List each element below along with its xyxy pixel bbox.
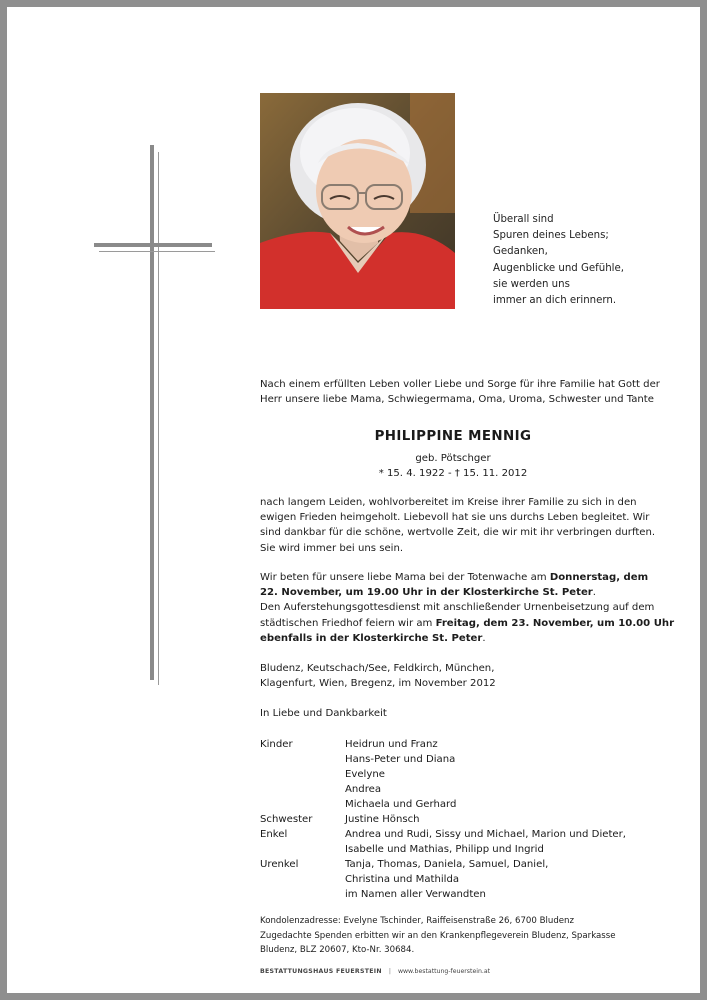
cross-horizontal-line	[99, 251, 215, 252]
family-label	[260, 872, 345, 887]
family-value: Evelyne	[345, 769, 385, 780]
service-text: städtischen Friedhof feiern wir am	[260, 617, 436, 629]
service-date-bold: ebenfalls in der Klosterkirche St. Peter	[260, 632, 483, 644]
passing-line: nach langem Leiden, wohlvorbereitet im Kreise ihrer Familie zu sich in den	[260, 497, 637, 508]
family-list	[260, 737, 660, 902]
service-line: Den Auferstehungsgottesdienst mit anschließender Urnenbeisetzung auf dem	[260, 602, 655, 614]
service-date-bold: 22. November, um 19.00 Uhr in der Klosterkirche St. Peter	[260, 587, 593, 599]
family-label: Schwester	[260, 814, 313, 825]
closing-text: In Liebe und Dankbarkeit	[260, 708, 387, 719]
cross-vertical-bar	[150, 145, 154, 680]
family-row	[260, 767, 660, 782]
family-value: Michaela und Gerhard	[345, 799, 457, 810]
family-row	[260, 872, 660, 887]
intro-line: Herr unsere liebe Mama, Schwiegermama, Oma, Uroma, Schwester und Tante	[260, 394, 654, 406]
service-line	[260, 616, 675, 631]
cross-horizontal-bar	[94, 243, 212, 247]
service-paragraph	[260, 570, 675, 646]
poem-line: immer an dich erinnern.	[493, 295, 617, 307]
service-text: .	[482, 632, 486, 644]
places-line: Bludenz, Keutschach/See, Feldkirch, München,	[260, 663, 495, 674]
family-label: Urenkel	[260, 859, 299, 870]
passing-line: Sie wird immer bei uns sein.	[260, 542, 404, 554]
service-date-bold: Freitag, dem 23. November, um 10.00 Uhr	[435, 617, 675, 629]
family-value: Hans-Peter und Diana	[345, 754, 456, 765]
family-value: Andrea und Rudi, Sissy und Michael, Marion und Dieter,	[345, 829, 626, 840]
places-line: Klagenfurt, Wien, Bregenz, im November 2012	[260, 678, 496, 690]
funeral-home-url[interactable]: www.bestattung-feuerstein.at	[397, 968, 491, 975]
service-line	[260, 570, 660, 585]
service-line	[260, 585, 660, 600]
family-label	[260, 752, 345, 767]
life-dates: * 15. 4. 1922 - † 15. 11. 2012	[378, 468, 528, 479]
poem-line: Augenblicke und Gefühle,	[493, 262, 625, 274]
portrait-photo	[260, 93, 455, 309]
family-value: Tanja, Thomas, Daniela, Samuel, Daniel,	[345, 859, 549, 870]
family-value: Isabelle und Mathias, Philipp und Ingrid	[345, 844, 544, 855]
poem-line: Überall sind	[493, 214, 554, 225]
condolence-line: Kondolenzadresse: Evelyne Tschinder, Raiffeisenstraße 26, 6700 Bludenz	[260, 916, 575, 926]
family-row	[260, 887, 660, 902]
family-value: Christina und Mathilda	[345, 874, 460, 885]
intro-line: Nach einem erfüllten Leben voller Liebe und Sorge für ihre Familie hat Gott der	[260, 379, 660, 390]
condolence-block	[260, 914, 660, 958]
intro-paragraph	[260, 377, 660, 407]
places-paragraph	[260, 661, 660, 691]
family-row	[260, 857, 660, 872]
family-label: Kinder	[260, 739, 293, 750]
family-row	[260, 797, 660, 812]
service-text: Wir beten für unsere liebe Mama bei der Totenwache am	[260, 572, 550, 583]
family-row	[260, 737, 660, 752]
passing-line: sind dankbar für die schöne, wertvolle Zeit, die wir mit ihr verbringen durften.	[260, 527, 656, 539]
family-label	[260, 887, 345, 902]
funeral-home-name: BESTATTUNGSHAUS FEUERSTEIN	[260, 968, 382, 975]
condolence-line: Zugedachte Spenden erbitten wir an den Krankenpflegeverein Bludenz, Sparkasse	[260, 930, 616, 941]
footer-separator: |	[388, 968, 391, 975]
deceased-name: PHILIPPINE MENNIG	[374, 429, 532, 444]
memorial-poem	[493, 212, 683, 309]
passing-paragraph	[260, 495, 660, 556]
maiden-name: geb. Pötschger	[415, 453, 491, 464]
closing-line	[260, 706, 660, 721]
family-value: im Namen aller Verwandten	[345, 889, 486, 900]
poem-line: Spuren deines Lebens;	[493, 230, 609, 242]
family-label	[260, 842, 345, 857]
family-label: Enkel	[260, 829, 288, 840]
family-row	[260, 827, 660, 842]
family-row	[260, 782, 660, 797]
condolence-line: Bludenz, BLZ 20607, Kto-Nr. 30684.	[260, 945, 415, 955]
cross-vertical-line	[158, 152, 159, 685]
family-label	[260, 767, 345, 782]
service-line	[260, 631, 660, 646]
poem-line: sie werden uns	[493, 278, 570, 290]
family-value: Justine Hönsch	[345, 814, 420, 825]
family-value: Andrea	[345, 784, 382, 795]
service-date-bold: Donnerstag, dem	[549, 572, 649, 583]
service-text: .	[592, 587, 596, 599]
footer	[260, 968, 490, 975]
family-value: Heidrun und Franz	[345, 739, 438, 750]
family-label	[260, 797, 345, 812]
family-row	[260, 752, 660, 767]
family-label	[260, 782, 345, 797]
family-row	[260, 812, 660, 827]
family-row	[260, 842, 660, 857]
poem-line: Gedanken,	[493, 246, 548, 258]
passing-line: ewigen Frieden heimgeholt. Liebevoll hat sie uns durchs Leben begleitet. Wir	[260, 512, 650, 524]
